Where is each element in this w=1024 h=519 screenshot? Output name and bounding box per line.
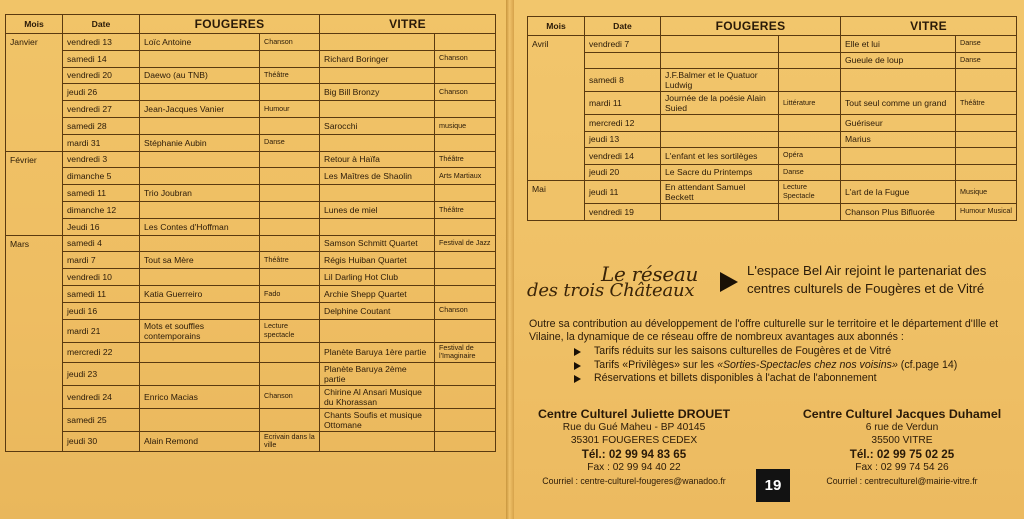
benefit-text: Réservations et billets disponibles à l'achat de l'abonnement xyxy=(594,372,877,385)
vitre-event xyxy=(320,185,435,202)
vitre-genre xyxy=(956,115,1017,132)
fougeres-event xyxy=(661,131,779,148)
table-row xyxy=(6,362,496,385)
table-header-row xyxy=(528,17,1017,36)
table-row xyxy=(6,218,496,235)
table-row xyxy=(528,69,1017,92)
event-date: samedi 28 xyxy=(63,117,140,134)
fougeres-genre: Danse xyxy=(779,164,841,181)
table-row xyxy=(6,385,496,408)
list-item xyxy=(574,345,1014,359)
fougeres-genre xyxy=(779,69,841,92)
fougeres-event xyxy=(661,36,779,53)
fougeres-genre: Danse xyxy=(260,134,320,151)
fougeres-genre xyxy=(260,168,320,185)
fougeres-genre xyxy=(779,36,841,53)
vitre-genre xyxy=(435,134,496,151)
vitre-event: Archie Shepp Quartet xyxy=(320,285,435,302)
vitre-genre xyxy=(435,408,496,431)
vitre-genre: Musique xyxy=(956,181,1017,204)
vitre-event: Samson Schmitt Quartet xyxy=(320,235,435,252)
event-date: vendredi 24 xyxy=(63,385,140,408)
vitre-genre: Danse xyxy=(956,36,1017,53)
event-date: dimanche 12 xyxy=(63,201,140,218)
centre-phone: Tél.: 02 99 75 02 25 xyxy=(849,448,955,462)
table-row xyxy=(528,181,1017,204)
fougeres-event xyxy=(140,168,260,185)
vitre-event: Gueule de loup xyxy=(841,52,956,69)
fougeres-genre xyxy=(260,302,320,319)
centre-fax: Fax : 02 99 94 40 22 xyxy=(587,462,681,474)
event-date: samedi 11 xyxy=(63,185,140,202)
event-date: jeudi 16 xyxy=(63,302,140,319)
vitre-genre xyxy=(435,67,496,84)
fougeres-event: En attendant Samuel Beckett xyxy=(661,181,779,204)
fougeres-genre: Littérature xyxy=(779,92,841,115)
table-row xyxy=(6,34,496,51)
event-date: dimanche 5 xyxy=(63,168,140,185)
header-mois: Mois xyxy=(528,17,585,36)
table-row xyxy=(6,185,496,202)
fougeres-event: L'enfant et les sortilèges xyxy=(661,148,779,165)
fougeres-event: Katia Guerreiro xyxy=(140,285,260,302)
month-janvier: Janvier xyxy=(6,34,63,152)
table-row xyxy=(6,302,496,319)
fougeres-event: Enrico Macias xyxy=(140,385,260,408)
vitre-genre: Chanson xyxy=(435,50,496,67)
fougeres-event xyxy=(140,269,260,286)
centre-email: Courriel : centreculturel@mairie-vitre.fr xyxy=(826,475,978,486)
month-mai: Mai xyxy=(528,181,585,221)
fougeres-genre: Chanson xyxy=(260,34,320,51)
vitre-event: Sarocchi xyxy=(320,117,435,134)
centre-address-line: Rue du Gué Maheu - BP 40145 xyxy=(562,422,706,433)
fougeres-event xyxy=(661,115,779,132)
fougeres-genre: Ecrivain dans la ville xyxy=(260,431,320,451)
fougeres-genre xyxy=(260,50,320,67)
event-date: Jeudi 16 xyxy=(63,218,140,235)
fougeres-genre xyxy=(260,218,320,235)
fougeres-genre xyxy=(260,201,320,218)
vitre-event: Elle et lui xyxy=(841,36,956,53)
table-row xyxy=(6,285,496,302)
table-row xyxy=(528,148,1017,165)
vitre-genre: Humour Musical xyxy=(956,204,1017,221)
fougeres-event xyxy=(140,50,260,67)
vitre-event: Régis Huiban Quartet xyxy=(320,252,435,269)
fougeres-genre: Théâtre xyxy=(260,67,320,84)
vitre-event: Retour à Haïfa xyxy=(320,151,435,168)
fougeres-genre xyxy=(260,185,320,202)
fougeres-genre xyxy=(260,362,320,385)
event-date: vendredi 20 xyxy=(63,67,140,84)
event-date: samedi 8 xyxy=(585,69,661,92)
table-row xyxy=(6,101,496,118)
table-row xyxy=(6,168,496,185)
fougeres-event xyxy=(140,151,260,168)
fougeres-genre: Fado xyxy=(260,285,320,302)
vitre-event: Chirine Al Ansari Musique du Khorassan xyxy=(320,385,435,408)
centre-name: Centre Culturel Juliette DROUET xyxy=(537,407,731,421)
vitre-genre xyxy=(435,319,496,342)
event-date: samedi 25 xyxy=(63,408,140,431)
header-date: Date xyxy=(585,17,661,36)
reseau-logo-line1: Le réseau xyxy=(601,262,699,286)
vitre-genre: Chanson xyxy=(435,84,496,101)
event-date: vendredi 14 xyxy=(585,148,661,165)
fougeres-genre xyxy=(779,204,841,221)
vitre-genre: Arts Martiaux xyxy=(435,168,496,185)
vitre-event xyxy=(320,67,435,84)
table-row xyxy=(6,201,496,218)
vitre-event: Chants Soufis et musique Ottomane xyxy=(320,408,435,431)
table-row xyxy=(528,92,1017,115)
header-vitre: VITRE xyxy=(841,17,1017,36)
fougeres-genre xyxy=(260,117,320,134)
centre-fax: Fax : 02 99 74 54 26 xyxy=(855,462,949,474)
reseau-logo xyxy=(527,262,727,302)
vitre-event: Tout seul comme un grand xyxy=(841,92,956,115)
event-date: mercredi 12 xyxy=(585,115,661,132)
vitre-genre: Théâtre xyxy=(435,151,496,168)
table-row xyxy=(528,204,1017,221)
vitre-event xyxy=(320,134,435,151)
table-row xyxy=(6,408,496,431)
fougeres-genre xyxy=(260,342,320,362)
vitre-genre: Théâtre xyxy=(435,201,496,218)
triangle-arrow-icon xyxy=(720,272,738,292)
event-date: jeudi 20 xyxy=(585,164,661,181)
vitre-genre xyxy=(435,101,496,118)
centre-address-line: 35500 VITRE xyxy=(871,434,933,446)
table-row xyxy=(6,151,496,168)
vitre-event: Les Maîtres de Shaolin xyxy=(320,168,435,185)
table-row xyxy=(6,134,496,151)
reseau-logo-line2: des trois Châteaux xyxy=(527,280,695,301)
fougeres-event xyxy=(140,235,260,252)
centre-address-line: 6 rue de Verdun xyxy=(865,422,939,433)
vitre-event xyxy=(841,164,956,181)
vitre-genre xyxy=(435,185,496,202)
month-fevrier: Février xyxy=(6,151,63,235)
event-date: vendredi 3 xyxy=(63,151,140,168)
vitre-genre xyxy=(435,252,496,269)
fougeres-event xyxy=(140,201,260,218)
table-row xyxy=(6,319,496,342)
event-date: samedi 11 xyxy=(63,285,140,302)
vitre-genre xyxy=(956,148,1017,165)
fougeres-event: J.F.Balmer et le Quatuor Ludwig xyxy=(661,69,779,92)
vitre-event: Chanson Plus Bifluorée xyxy=(841,204,956,221)
header-fougeres: FOUGERES xyxy=(140,15,320,34)
event-date: mercredi 22 xyxy=(63,342,140,362)
benefits-list xyxy=(574,345,1014,386)
fougeres-genre xyxy=(779,52,841,69)
event-date: vendredi 10 xyxy=(63,269,140,286)
fougeres-genre xyxy=(260,151,320,168)
fougeres-event: Mots et souffles contemporains xyxy=(140,319,260,342)
intro-paragraph: Outre sa contribution au développement de l'offre culturelle sur le territoire et le département d'Ille et Vilaine, la dynamique de ce réseau offre de nombreux avantages aux abonnés : xyxy=(529,318,999,344)
vitre-genre: Chanson xyxy=(435,302,496,319)
fougeres-event: Jean-Jacques Vanier xyxy=(140,101,260,118)
table-row xyxy=(6,431,496,451)
fougeres-event: Stéphanie Aubin xyxy=(140,134,260,151)
event-date: vendredi 27 xyxy=(63,101,140,118)
contact-centre-fougeres xyxy=(524,406,744,487)
vitre-genre xyxy=(435,218,496,235)
centre-name: Centre Culturel Jacques Duhamel xyxy=(802,407,1002,421)
event-date: jeudi 30 xyxy=(63,431,140,451)
table-row xyxy=(6,117,496,134)
header-vitre: VITRE xyxy=(320,15,496,34)
fougeres-genre xyxy=(260,235,320,252)
vitre-event: Planète Baruya 1ère partie xyxy=(320,342,435,362)
list-item xyxy=(574,372,1014,386)
fougeres-event: Tout sa Mère xyxy=(140,252,260,269)
fougeres-genre xyxy=(779,131,841,148)
fougeres-event xyxy=(661,204,779,221)
fougeres-event: Le Sacre du Printemps xyxy=(661,164,779,181)
event-date: vendredi 13 xyxy=(63,34,140,51)
schedule-table-apr-may xyxy=(527,16,1017,221)
vitre-genre xyxy=(956,131,1017,148)
list-item xyxy=(574,359,1014,373)
table-row xyxy=(528,36,1017,53)
vitre-event: Planète Baruya 2ème partie xyxy=(320,362,435,385)
event-date: mardi 21 xyxy=(63,319,140,342)
vitre-genre: Festival de Jazz xyxy=(435,235,496,252)
vitre-event: Lunes de miel xyxy=(320,201,435,218)
table-row xyxy=(528,164,1017,181)
fougeres-event xyxy=(140,342,260,362)
month-avril: Avril xyxy=(528,36,585,181)
event-date: mardi 11 xyxy=(585,92,661,115)
vitre-genre: Danse xyxy=(956,52,1017,69)
fougeres-event xyxy=(140,408,260,431)
event-date: jeudi 11 xyxy=(585,181,661,204)
fougeres-genre xyxy=(260,408,320,431)
fougeres-event xyxy=(661,52,779,69)
vitre-genre xyxy=(435,285,496,302)
table-row xyxy=(6,342,496,362)
contact-centre-vitre xyxy=(792,406,1012,487)
fougeres-event: Trio Joubran xyxy=(140,185,260,202)
vitre-event xyxy=(320,431,435,451)
event-date: jeudi 26 xyxy=(63,84,140,101)
vitre-event xyxy=(841,148,956,165)
event-date: vendredi 19 xyxy=(585,204,661,221)
vitre-genre xyxy=(435,34,496,51)
fougeres-genre: Théâtre xyxy=(260,252,320,269)
fougeres-event: Alain Remond xyxy=(140,431,260,451)
schedule-table-jan-mar xyxy=(5,14,496,452)
vitre-genre: Festival de l'Imaginaire xyxy=(435,342,496,362)
vitre-event: Lil Darling Hot Club xyxy=(320,269,435,286)
vitre-event xyxy=(320,101,435,118)
fougeres-event: Loïc Antoine xyxy=(140,34,260,51)
vitre-event xyxy=(841,69,956,92)
fougeres-genre: Opéra xyxy=(779,148,841,165)
fougeres-genre: Lecture Spectacle xyxy=(779,181,841,204)
event-date: mardi 7 xyxy=(63,252,140,269)
centre-phone: Tél.: 02 99 94 83 65 xyxy=(581,448,687,462)
centre-address-line: 35301 FOUGERES CEDEX xyxy=(570,434,698,446)
page-number-badge: 19 xyxy=(756,469,790,502)
fougeres-genre xyxy=(260,84,320,101)
event-date: vendredi 7 xyxy=(585,36,661,53)
fougeres-event: Journée de la poésie Alain Suied xyxy=(661,92,779,115)
fougeres-genre: Chanson xyxy=(260,385,320,408)
event-date: samedi 4 xyxy=(63,235,140,252)
vitre-genre xyxy=(435,385,496,408)
table-row xyxy=(528,115,1017,132)
event-date: mardi 31 xyxy=(63,134,140,151)
vitre-event xyxy=(320,218,435,235)
vitre-event: Delphine Coutant xyxy=(320,302,435,319)
vitre-genre: musique xyxy=(435,117,496,134)
fougeres-event: Les Contes d'Hoffman xyxy=(140,218,260,235)
vitre-event: L'art de la Fugue xyxy=(841,181,956,204)
table-row xyxy=(6,252,496,269)
fougeres-event: Daewo (au TNB) xyxy=(140,67,260,84)
vitre-genre xyxy=(956,69,1017,92)
benefit-text: (cf.page 14) xyxy=(897,358,958,371)
vitre-event: Marius xyxy=(841,131,956,148)
fougeres-event xyxy=(140,117,260,134)
vitre-genre xyxy=(435,269,496,286)
vitre-event: Big Bill Bronzy xyxy=(320,84,435,101)
table-row xyxy=(6,269,496,286)
fougeres-genre xyxy=(260,269,320,286)
fougeres-genre: Humour xyxy=(260,101,320,118)
partnership-headline: L'espace Bel Air rejoint le partenariat des centres culturels de Fougères et de Vitré xyxy=(747,263,987,296)
vitre-event: Richard Boringer xyxy=(320,50,435,67)
header-fougeres: FOUGERES xyxy=(661,17,841,36)
table-row xyxy=(6,84,496,101)
centre-email: Courriel : centre-culturel-fougeres@wanadoo.fr xyxy=(542,475,726,486)
event-date: jeudi 13 xyxy=(585,131,661,148)
fougeres-genre xyxy=(779,115,841,132)
vitre-event xyxy=(320,34,435,51)
event-date xyxy=(585,52,661,69)
vitre-event: Guériseur xyxy=(841,115,956,132)
table-row xyxy=(528,52,1017,69)
vitre-genre xyxy=(435,431,496,451)
fougeres-genre: Lecture spectacle xyxy=(260,319,320,342)
table-header-row xyxy=(6,15,496,34)
benefit-text: Tarifs réduits sur les saisons culturelles de Fougères et de Vitré xyxy=(594,345,892,357)
fougeres-event xyxy=(140,302,260,319)
event-date: samedi 14 xyxy=(63,50,140,67)
table-row xyxy=(6,235,496,252)
event-date: jeudi 23 xyxy=(63,362,140,385)
table-row xyxy=(6,67,496,84)
vitre-event xyxy=(320,319,435,342)
vitre-genre xyxy=(956,164,1017,181)
vitre-genre xyxy=(435,362,496,385)
header-date: Date xyxy=(63,15,140,34)
benefit-emphasis: «Sorties-Spectacles chez nos voisins» xyxy=(717,358,898,371)
vitre-genre: Théâtre xyxy=(956,92,1017,115)
fougeres-event xyxy=(140,362,260,385)
table-row xyxy=(528,131,1017,148)
header-mois: Mois xyxy=(6,15,63,34)
table-row xyxy=(6,50,496,67)
fougeres-event xyxy=(140,84,260,101)
month-mars: Mars xyxy=(6,235,63,451)
benefit-text: Tarifs «Privilèges» sur les xyxy=(594,358,718,371)
page-gutter xyxy=(506,0,514,519)
